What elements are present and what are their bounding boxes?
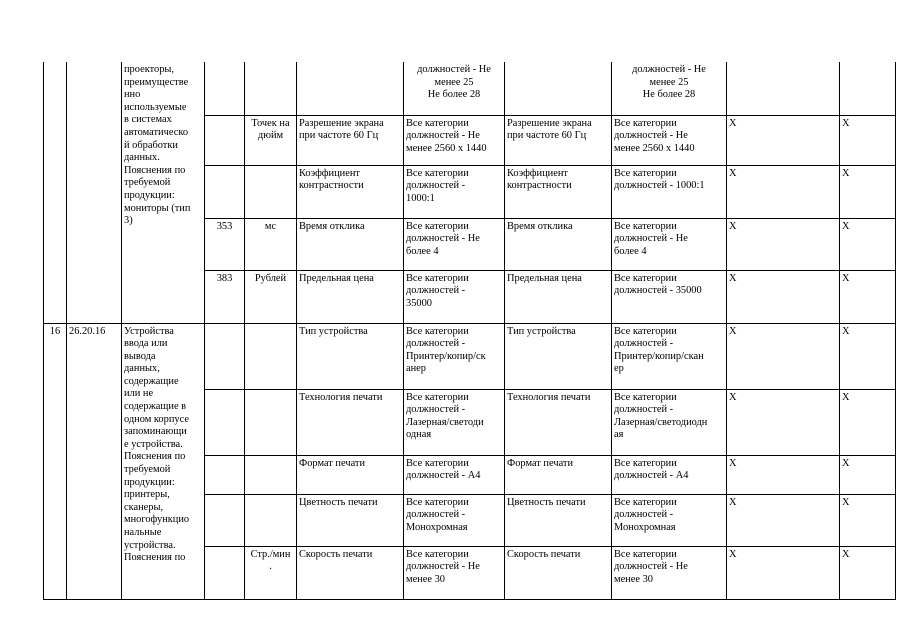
function-cell (840, 62, 896, 115)
justification-cell: X (727, 494, 840, 546)
characteristic-value: Все категории должностей - Лазерная/светоди одная (404, 389, 505, 455)
row-number: 16 (44, 323, 67, 599)
function-cell: X (840, 455, 896, 494)
okei-code (205, 165, 245, 218)
characteristic-name-approved: Разрешение экрана при частоте 60 Гц (505, 115, 612, 165)
function-cell: X (840, 546, 896, 599)
characteristic-value-approved: Все категории должностей - Лазерная/светодиодн ая (612, 389, 727, 455)
characteristic-name: Цветность печати (297, 494, 404, 546)
justification-cell: X (727, 115, 840, 165)
characteristic-value-approved: Все категории должностей - Не более 4 (612, 218, 727, 270)
characteristic-name-approved: Тип устройства (505, 323, 612, 389)
okpd2-code: 26.20.16 (67, 323, 122, 599)
characteristic-value-approved: Все категории должностей - 35000 (612, 270, 727, 323)
characteristic-value-approved: Все категории должностей - Не менее 30 (612, 546, 727, 599)
characteristic-value: Все категории должностей - Не более 4 (404, 218, 505, 270)
unit-name: Стр./мин . (245, 546, 297, 599)
characteristic-name: Скорость печати (297, 546, 404, 599)
justification-cell: X (727, 270, 840, 323)
okei-code (205, 62, 245, 115)
characteristic-value: Все категории должностей - А4 (404, 455, 505, 494)
table-row (44, 323, 896, 389)
product-description: проекторы, преимуществе нно используемые в системах автоматическо й обработки данных. Пояснения по требуемой продукции: мониторы (тип 3) (122, 62, 205, 323)
function-cell: X (840, 270, 896, 323)
characteristic-value-approved: Все категории должностей - 1000:1 (612, 165, 727, 218)
unit-name (245, 62, 297, 115)
unit-name (245, 165, 297, 218)
characteristic-name: Тип устройства (297, 323, 404, 389)
characteristic-name (297, 62, 404, 115)
characteristic-value-approved: Все категории должностей - Принтер/копир/скан ер (612, 323, 727, 389)
characteristic-name: Формат печати (297, 455, 404, 494)
function-cell: X (840, 494, 896, 546)
unit-name: Точек на дюйм (245, 115, 297, 165)
characteristic-value: Все категории должностей - 1000:1 (404, 165, 505, 218)
characteristic-value-approved: Все категории должностей - А4 (612, 455, 727, 494)
unit-name (245, 323, 297, 389)
table-row (44, 62, 896, 115)
justification-cell: X (727, 389, 840, 455)
okpd2-code (67, 62, 122, 323)
unit-name (245, 455, 297, 494)
characteristic-name: Предельная цена (297, 270, 404, 323)
characteristic-name-approved (505, 62, 612, 115)
row-number (44, 62, 67, 323)
characteristic-name-approved: Предельная цена (505, 270, 612, 323)
characteristic-value-approved: Все категории должностей - Монохромная (612, 494, 727, 546)
characteristic-value: Все категории должностей - 35000 (404, 270, 505, 323)
justification-cell (727, 62, 840, 115)
characteristic-name-approved: Формат печати (505, 455, 612, 494)
characteristic-name: Коэффициент контрастности (297, 165, 404, 218)
justification-cell: X (727, 165, 840, 218)
characteristic-name: Разрешение экрана при частоте 60 Гц (297, 115, 404, 165)
characteristic-value-approved: должностей - Не менее 25 Не более 28 (612, 62, 727, 115)
function-cell: X (840, 323, 896, 389)
characteristic-name-approved: Скорость печати (505, 546, 612, 599)
okei-code: 383 (205, 270, 245, 323)
function-cell: X (840, 115, 896, 165)
okei-code (205, 546, 245, 599)
characteristic-name-approved: Коэффициент контрастности (505, 165, 612, 218)
characteristic-name-approved: Время отклика (505, 218, 612, 270)
function-cell: X (840, 218, 896, 270)
function-cell: X (840, 165, 896, 218)
characteristic-name: Время отклика (297, 218, 404, 270)
characteristic-name-approved: Технология печати (505, 389, 612, 455)
okei-code (205, 455, 245, 494)
justification-cell: X (727, 218, 840, 270)
unit-name: мс (245, 218, 297, 270)
characteristic-value: Все категории должностей - Принтер/копир/ск анер (404, 323, 505, 389)
characteristic-name-approved: Цветность печати (505, 494, 612, 546)
okei-code (205, 494, 245, 546)
unit-name (245, 389, 297, 455)
okei-code (205, 389, 245, 455)
unit-name: Рублей (245, 270, 297, 323)
justification-cell: X (727, 323, 840, 389)
characteristic-value: Все категории должностей - Не менее 30 (404, 546, 505, 599)
characteristic-value: Все категории должностей - Монохромная (404, 494, 505, 546)
characteristic-value: должностей - Не менее 25 Не более 28 (404, 62, 505, 115)
justification-cell: X (727, 546, 840, 599)
unit-name (245, 494, 297, 546)
product-description: Устройства ввода или вывода данных, содержащие или не содержащие в одном корпусе запоминающи е устройства. Пояснения по требуемой продукции: принтеры, сканеры, многофункцио нальные устройства. Пояснения по (122, 323, 205, 599)
characteristic-name: Технология печати (297, 389, 404, 455)
okei-code (205, 323, 245, 389)
function-cell: X (840, 389, 896, 455)
characteristic-value: Все категории должностей - Не менее 2560 x 1440 (404, 115, 505, 165)
okei-code: 353 (205, 218, 245, 270)
justification-cell: X (727, 455, 840, 494)
characteristic-value-approved: Все категории должностей - Не менее 2560 x 1440 (612, 115, 727, 165)
okei-code (205, 115, 245, 165)
requirements-table (43, 62, 896, 600)
